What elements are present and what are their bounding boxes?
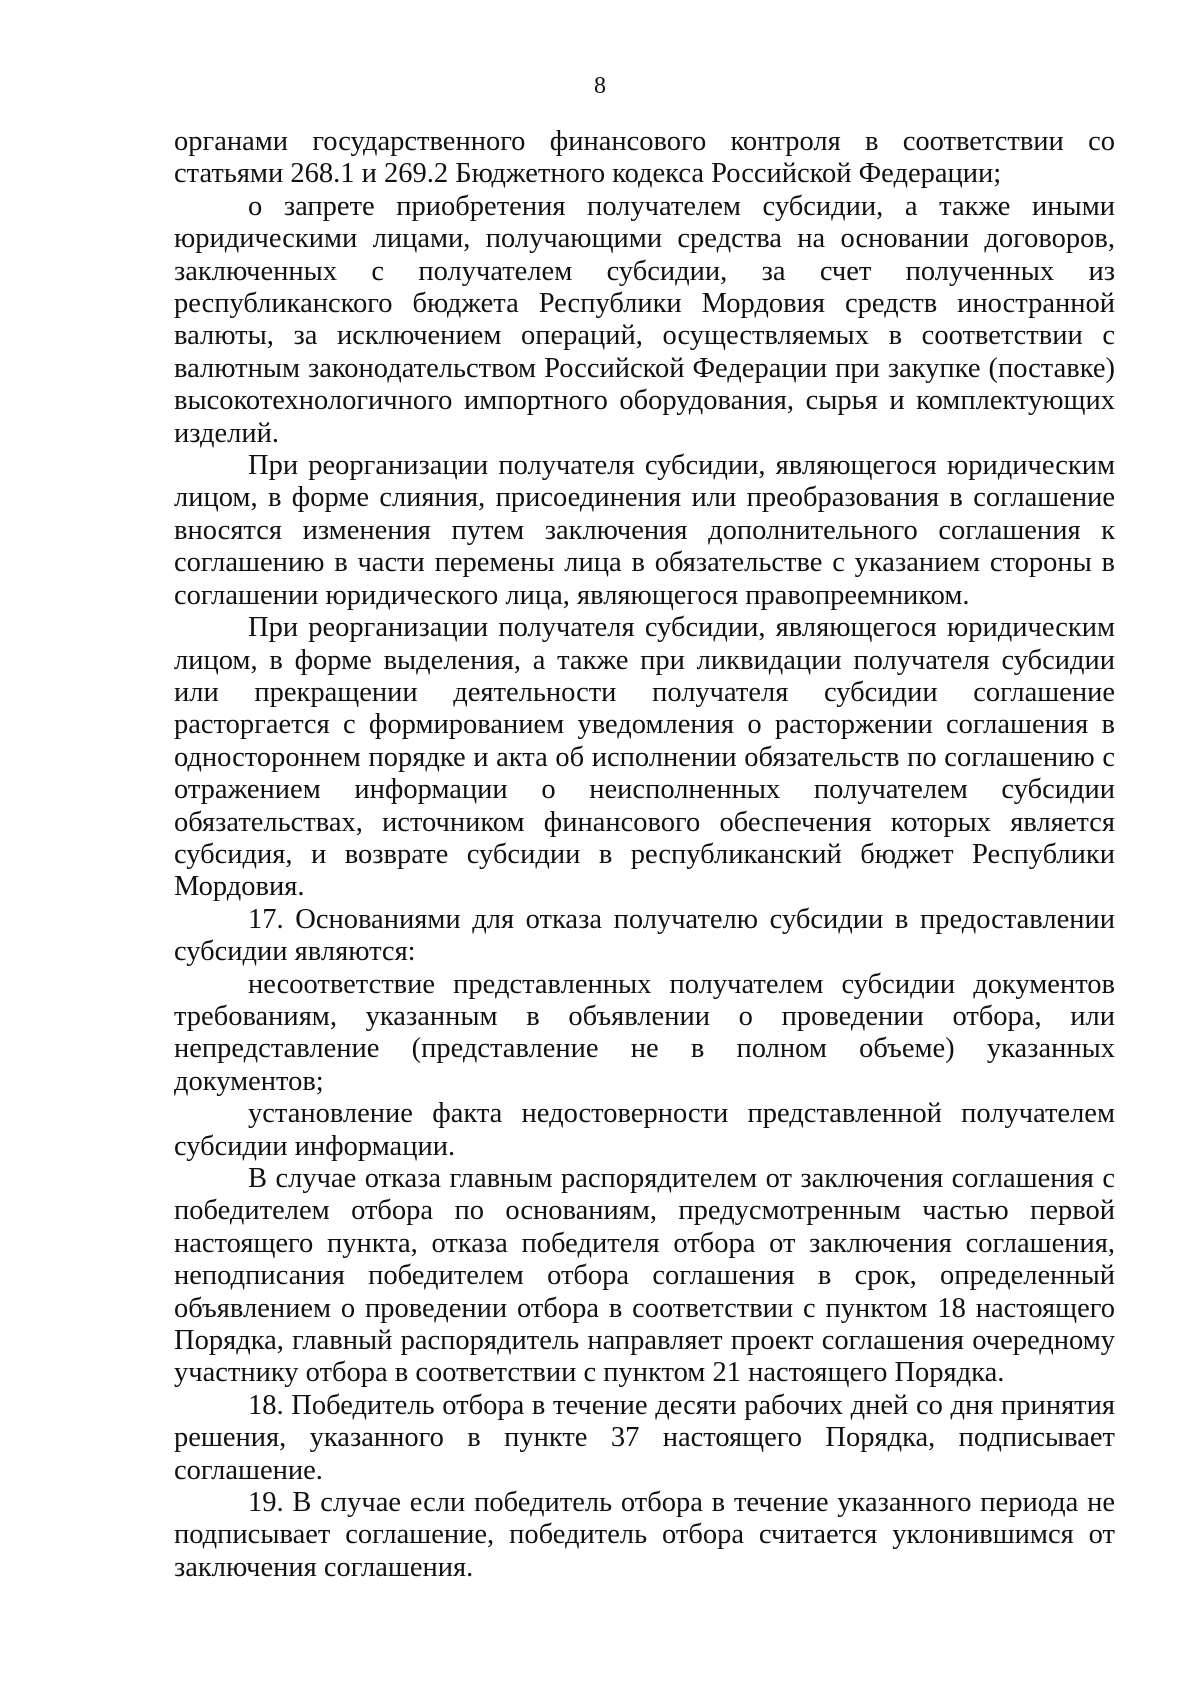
paragraph-item-18: 18. Победитель отбора в течение десяти рабочих дней со дня принятия решения, указанного в пункте 37 настоящего Порядка, подписывает соглашение. bbox=[174, 1389, 1115, 1486]
page-number: 8 bbox=[594, 73, 606, 99]
document-body bbox=[174, 126, 1115, 1584]
paragraph-documents-mismatch: несоответствие представленных получателем субсидии документов требованиям, указанным в объявлении о проведении отбора, или непредставление (представление не в полном объеме) указанных документов; bbox=[174, 968, 1115, 1097]
paragraph-reorganization-merger: При реорганизации получателя субсидии, являющегося юридическим лицом, в форме слияния, присоединения или преобразования в соглашение вносятся изменения путем заключения дополнительного соглашения к соглашению в части перемены лица в обязательстве с указанием стороны в соглашении юридического лица, являющегося правопреемником. bbox=[174, 450, 1115, 611]
paragraph-item-17: 17. Основаниями для отказа получателю субсидии в предоставлении субсидии являются: bbox=[174, 903, 1115, 968]
paragraph-refusal-next-participant: В случае отказа главным распорядителем от заключения соглашения с победителем отбора по основаниям, предусмотренным частью первой настоящего пункта, отказа победителя отбора от заключения соглашения, неподписания победителем отбора соглашения в срок, определенный объявлением о проведении отбора в соответствии с пунктом 18 настоящего Порядка, главный распорядитель направляет проект соглашения очередному участнику отбора в соответствии с пунктом 21 настоящего Порядка. bbox=[174, 1163, 1115, 1389]
paragraph-item-19: 19. В случае если победитель отбора в течение указанного периода не подписывает соглашение, победитель отбора считается уклонившимся от заключения соглашения. bbox=[174, 1487, 1115, 1583]
paragraph-financial-control: органами государственного финансового контроля в соответствии со статьями 268.1 и 269.2 Бюджетного кодекса Российской Федерации; bbox=[174, 126, 1115, 190]
paragraph-currency-purchase-ban: о запрете приобретения получателем субсидии, а также иными юридическими лицами, получающими средства на основании договоров, заключенных с получателем субсидии, за счет полученных из республиканского бюджета Республики Мордовия средств иностранной валюты, за исключением операций, осуществляемых в соответствии с валютным законодательством Российской Федерации при закупке (поставке) высокотехнологичного импортного оборудования, сырья и комплектующих изделий. bbox=[174, 190, 1115, 449]
paragraph-false-information: установление факта недостоверности представленной получателем субсидии информации. bbox=[174, 1098, 1115, 1162]
paragraph-reorganization-separation: При реорганизации получателя субсидии, являющегося юридическим лицом, в форме выделения, а также при ликвидации получателя субсидии или прекращении деятельности получателя субсидии соглашение расторгается с формированием уведомления о расторжении соглашения в одностороннем порядке и акта об исполнении обязательств по соглашению с отражением информации о неисполненных получателем субсидии обязательствах, источником финансового обеспечения которых является субсидия, и возврате субсидии в республиканский бюджет Республики Мордовия. bbox=[174, 612, 1115, 903]
